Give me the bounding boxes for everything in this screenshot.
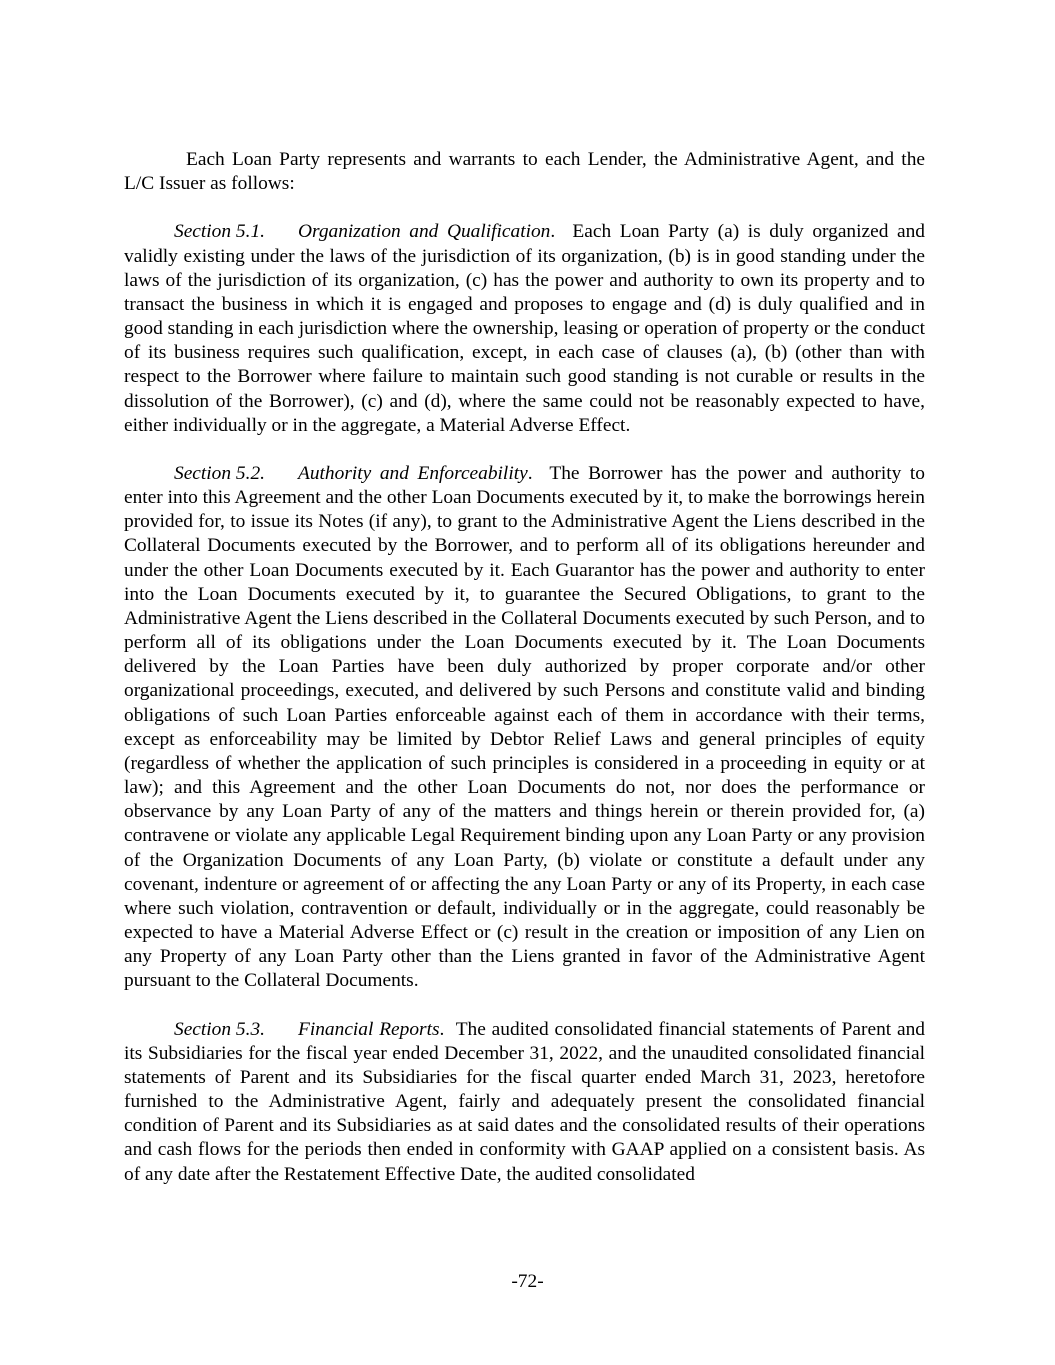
document-body: [124, 148, 925, 1211]
section-title: Authority and Enforceability: [298, 463, 528, 484]
intro-paragraph: Each Loan Party represents and warrants to each Lender, the Administrative Agent, and the L/C Issuer as follows:: [124, 149, 925, 195]
section-title: Financial Reports: [298, 1018, 440, 1040]
section-number: Section 5.3.: [174, 1018, 266, 1040]
section-title: Organization and Qualification: [298, 221, 551, 243]
section-5-1: Section 5.1. Organization and Qualification. Each Loan Party (a) is duly organized and validly existing under the laws of the jurisdiction of its organization, (b) is in good standing under the laws of the jurisdiction of its organization, (c) has the power and authority to own its property and to transact the business in which it is engaged and proposes to engage and (d) is duly qualified and in good standing in each jurisdiction where the ownership, leasing or operation of property or the conduct of its business requires such qualification, except, in each case of clauses (a), (b) (other than with respect to the Borrower where failure to maintain such good standing is not curable or results in the dissolution of the Borrower), (c) and (d), where the same could not be reasonably expected to have, either individually or in the aggregate, a Material Adverse Effect.: [124, 221, 925, 436]
section-text: The audited consolidated financial statements of Parent and its Subsidiaries for the fiscal year ended December 31, 2022, and the unaudited consolidated financial statements of Parent and its Subsidiaries for the fiscal quarter ended March 31, 2023, heretofore furnished to the Administrative Agent, fairly and adequately present the consolidated financial condition of Parent and its Subsidiaries as at said dates and the consolidated results of their operations and cash flows for the periods then ended in conformity with GAAP applied on a consistent basis. As of any date after the Restatement Effective Date, the audited consolidated: [124, 1018, 925, 1185]
section-text: Each Loan Party (a) is duly organized and validly existing under the laws of the jurisdiction of its organization, (b) is in good standing under the laws of the jurisdiction of its organization, (c) has the power and authority to own its property and to transact the business in which it is engaged and proposes to engage and (d) is duly qualified and in good standing in each jurisdiction where the ownership, leasing or operation of property or the conduct of its business requires such qualification, except, in each case of clauses (a), (b) (other than with respect to the Borrower where failure to maintain such good standing is not curable or results in the dissolution of the Borrower), (c) and (d), where the same could not be reasonably expected to have, either individually or in the aggregate, a Material Adverse Effect.: [124, 221, 925, 436]
page-number: -72-: [511, 1271, 544, 1292]
section-number: Section 5.1.: [174, 221, 266, 243]
section-number: Section 5.2.: [174, 463, 266, 484]
section-5-2: Section 5.2. Authority and Enforceability. The Borrower has the power and authority to enter into this Agreement and the other Loan Documents executed by it, to make the borrowings herein provided for, to issue its Notes (if any), to grant to the Administrative Agent the Liens described in the Collateral Documents executed by the Borrower, and to perform all of its obligations hereunder and under the other Loan Documents executed by it. Each Guarantor has the power and authority to enter into the Loan Documents executed by it, to guarantee the Secured Obligations, to grant to the Administrative Agent the Liens described in the Collateral Documents executed by such Person, and to perform all of its obligations under the Loan Documents executed by it. The Loan Documents delivered by the Loan Parties have been duly authorized by proper corporate and/or other organizational proceedings, executed, and delivered by such Persons and constitute valid and binding obligations of such Loan Parties enforceable against each of them in accordance with their terms, except as enforceability may be limited by Debtor Relief Laws and general principles of equity (regardless of whether the application of such principles is considered in a proceeding in equity or at law); and this Agreement and the other Loan Documents do not, nor does the performance or observance by any Loan Party of any of the matters and things herein or therein provided for, (a) contravene or violate any applicable Legal Requirement binding upon any Loan Party or any provision of the Organization Documents of any Loan Party, (b) violate or constitute a default under any covenant, indenture or agreement of or affecting the any Loan Party or any of its Property, in each case where such violation, contravention or default, individually or in the aggregate, could reasonably be expected to have a Material Adverse Effect or (c) result in the creation or imposition of any Lien on any Property of any Loan Party other than the Liens granted in favor of the Administrative Agent pursuant to the Collateral Documents.: [124, 463, 925, 992]
section-text: The Borrower has the power and authority to enter into this Agreement and the other Loan Documents executed by it, to make the borrowings herein provided for, to issue its Notes (if any), to grant to the Administrative Agent the Liens described in the Collateral Documents executed by the Borrower, and to perform all of its obligations hereunder and under the other Loan Documents executed by it. Each Guarantor has the power and authority to enter into the Loan Documents executed by it, to guarantee the Secured Obligations, to grant to the Administrative Agent the Liens described in the Collateral Documents executed by such Person, and to perform all of its obligations under the Loan Documents executed by it. The Loan Documents delivered by the Loan Parties have been duly authorized by proper corporate and/or other organizational proceedings, executed, and delivered by such Persons and constitute valid and binding obligations of such Loan Parties enforceable against each of them in accordance with their terms, except as enforceability may be limited by Debtor Relief Laws and general principles of equity (regardless of whether the application of such principles is considered in a proceeding in equity or at law); and this Agreement and the other Loan Documents do not, nor does the performance or observance by any Loan Party of any of the matters and things herein or therein provided for, (a) contravene or violate any applicable Legal Requirement binding upon any Loan Party or any provision of the Organization Documents of any Loan Party, (b) violate or constitute a default under any covenant, indenture or agreement of or affecting the any Loan Party or any of its Property, in each case where such violation, contravention or default, individually or in the aggregate, could reasonably be expected to have a Material Adverse Effect or (c) result in the creation or imposition of any Lien on any Property of any Loan Party other than the Liens granted in favor of the Administrative Agent pursuant to the Collateral Documents.: [124, 463, 925, 992]
section-5-3: Section 5.3. Financial Reports. The audited consolidated financial statements of Parent and its Subsidiaries for the fiscal year ended December 31, 2022, and the unaudited consolidated financial statements of Parent and its Subsidiaries for the fiscal quarter ended March 31, 2023, heretofore furnished to the Administrative Agent, fairly and adequately present the consolidated financial condition of Parent and its Subsidiaries as at said dates and the consolidated results of their operations and cash flows for the periods then ended in conformity with GAAP applied on a consistent basis. As of any date after the Restatement Effective Date, the audited consolidated: [124, 1018, 925, 1185]
